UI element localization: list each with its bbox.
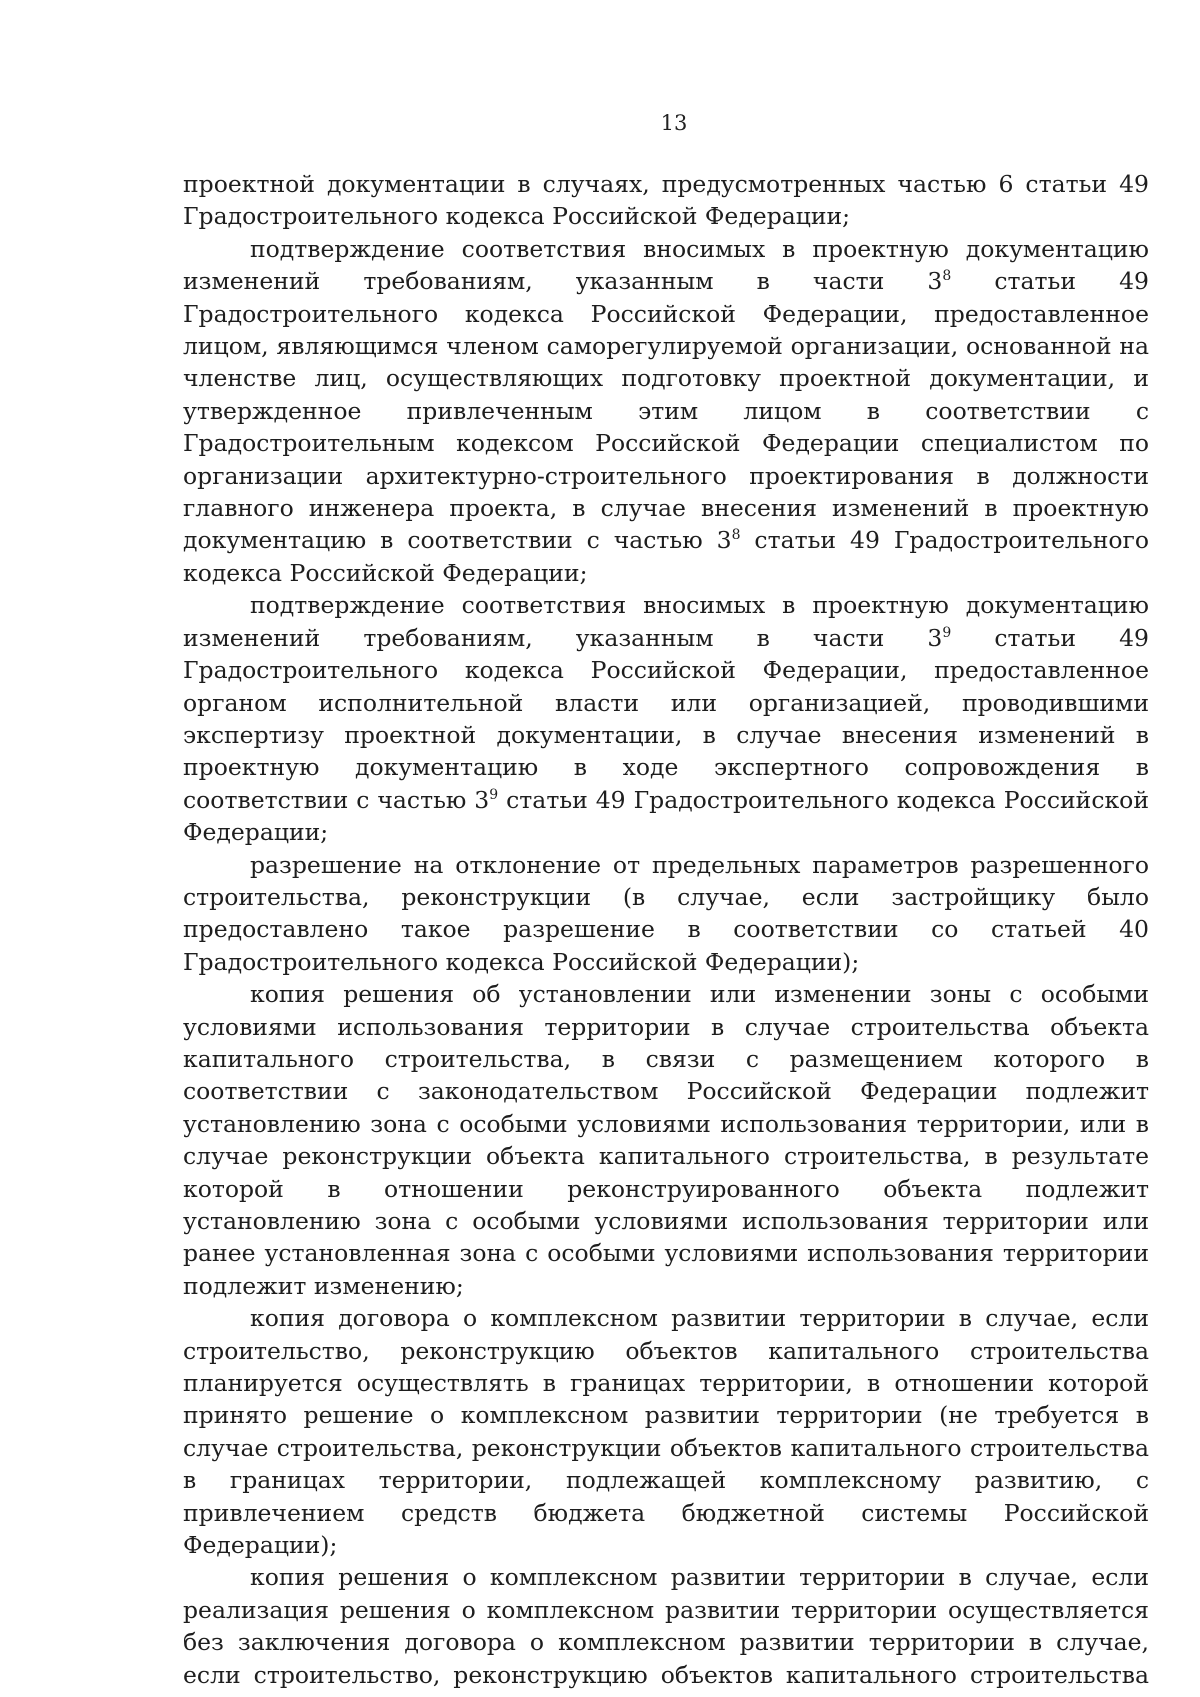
paragraph: подтверждение соответствия вносимых в проектную документацию изменений требованиям, указанным в части $3^9$ статьи 49 Градостроительного кодекса Российской Федерации, предоставленное органом исполнительной власти или организацией, проводившими экспертизу проектной документации, в случае внесения изменений в проектную документацию в ходе экспертного сопровождения в соответствии с частью $3^9$ статьи 49 Градостроительного кодекса Российской Федерации; bbox=[183, 591, 1149, 847]
paragraph: копия договора о комплексном развитии территории в случае, если строительство, реконструкцию объектов капитального строительства планируется осуществлять в границах территории, в отношении которой принято решение о комплексном развитии территории (не требуется в случае строительства, реконструкции объектов капитального строительства в границах территории, подлежащей комплексному развитию, с привлечением средств бюджета бюджетной системы Российской Федерации); bbox=[183, 1304, 1149, 1560]
superscript: 9 bbox=[489, 786, 499, 803]
page-number: 13 bbox=[660, 111, 688, 135]
paragraph: подтверждение соответствия вносимых в проектную документацию изменений требованиям, указанным в части $3^8$ статьи 49 Градостроительного кодекса Российской Федерации, предоставленное лицом, являющимся членом саморегулируемой организации, основанной на членстве лиц, осуществляющих подготовку проектной документации, и утвержденное привлеченным этим лицом в соответствии с Градостроительным кодексом Российской Федерации специалистом по организации архитектурно-строительного проектирования в должности главного инженера проекта, в случае внесения изменений в проектную документацию в соответствии с частью $3^8$ статьи 49 Градостроительного кодекса Российской Федерации; bbox=[183, 234, 1149, 587]
superscript: 9 bbox=[942, 624, 952, 641]
superscript: 8 bbox=[731, 527, 741, 544]
paragraph: копия решения об установлении или изменении зоны с особыми условиями использования территории в случае строительства объекта капитального строительства, в связи с размещением которого в соответствии с законодательством Российской Федерации подлежит установлению зона с особыми условиями использования территории, или в случае реконструкции объекта капитального строительства, в результате которой в отношении реконструированного объекта подлежит установлению зона с особыми условиями использования территории или ранее установленная зона с особыми условиями использования территории подлежит изменению; bbox=[183, 980, 1149, 1300]
document-body bbox=[183, 168, 1149, 1691]
paragraph-continued: копия решения о комплексном развитии территории в случае, если реализация решения о комплексном развитии территории осуществляется без заключения договора о комплексном развитии территории в случае, если строительство, реконструкцию объектов капитального строительства bbox=[183, 1563, 1149, 1689]
paragraph: проектной документации в случаях, предусмотренных частью 6 статьи 49 Градостроительного кодекса Российской Федерации; bbox=[183, 170, 1149, 231]
superscript: 8 bbox=[942, 268, 952, 285]
paragraph: разрешение на отклонение от предельных параметров разрешенного строительства, реконструкции (в случае, если застройщику было предоставлено такое разрешение в соответствии со статьей 40 Градостроительного кодекса Российской Федерации); bbox=[183, 850, 1149, 976]
